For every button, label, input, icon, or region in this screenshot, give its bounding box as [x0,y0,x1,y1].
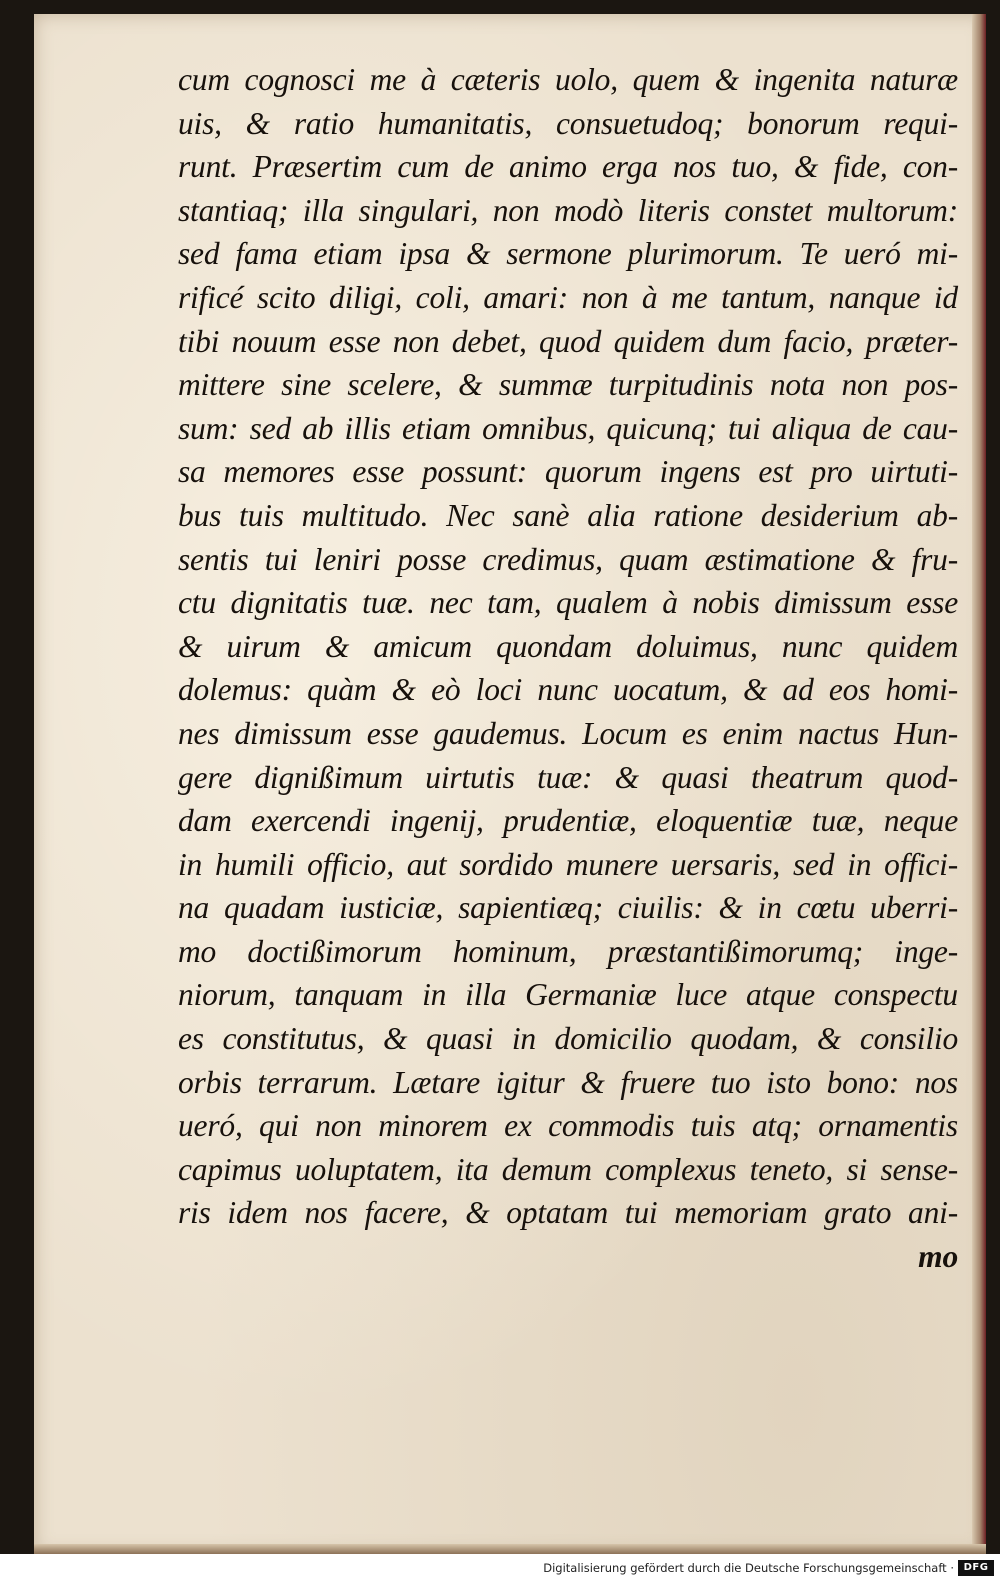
catchword: mo [918,1239,958,1275]
text-line: niorum, tanquam in illa Germaniæ luce atque conspectu [178,977,958,1013]
text-line: dam exercendi ingenij, prudentiæ, eloquentiæ tuæ, neque [178,803,958,839]
text-line: es constitutus, & quasi in domicilio quodam, & consilio [178,1021,958,1057]
funding-credit: Digitalisierung gefördert durch die Deutsche Forschungsgemeinschaft · [543,1561,954,1575]
text-line: orbis terrarum. Lætare igitur & fruere tuo isto bono: nos [178,1064,958,1100]
text-line: cum cognosci me à cæteris uolo, quem & ingenita naturæ [178,62,958,97]
text-line: sentis tui leniri posse credimus, quam æstimatione & fru- [178,541,958,577]
digitization-footer [0,1554,1000,1581]
catchword-line [178,1235,958,1279]
text-line: na quadam iusticiæ, sapientiæq; ciuilis: & in cœtu uberri- [178,890,958,926]
text-line: capimus uoluptatem, ita demum complexus teneto, si sense- [178,1151,958,1187]
text-line: dolemus: quàm & eò loci nunc uocatum, & ad eos homi- [178,672,958,708]
text-line: uis, & ratio humanitatis, consuetudoq; bonorum requi- [178,105,958,141]
text-line: tibi nouum esse non debet, quod quidem dum facio, præter- [178,323,958,359]
text-line: stantiaq; illa singulari, non modò literis constet multorum: [178,192,958,228]
dfg-logo-label: DFG [963,1562,989,1573]
text-line: rificé scito diligi, coli, amari: non à me tantum, nanque id [178,279,958,315]
text-line: sed fama etiam ipsa & sermone plurimorum. Te ueró mi- [178,236,958,272]
text-line: sum: sed ab illis etiam omnibus, quicunq; tui aliqua de cau- [178,410,958,446]
text-line: bus tuis multitudo. Nec sanè alia ratione desiderium ab- [178,497,958,533]
binding-edge [972,14,986,1554]
text-line: ueró, qui non minorem ex commodis tuis atq; ornamentis [178,1108,958,1144]
text-line: sa memores esse possunt: quorum ingens est pro uirtuti- [178,454,958,490]
text-line: mittere sine scelere, & summæ turpitudinis nota non pos- [178,367,958,403]
text-line: gere dignißimum uirtutis tuæ: & quasi theatrum quod- [178,759,958,795]
text-line: nes dimissum esse gaudemus. Locum es enim nactus Hun- [178,715,958,751]
text-line: mo doctißimorum hominum, præstantißimorumq; inge- [178,933,958,969]
page-bottom-edge [34,1544,986,1554]
text-line: in humili officio, aut sordido munere uersaris, sed in offici- [178,846,958,882]
dfg-logo-icon [958,1560,994,1576]
text-line: ris idem nos facere, & optatam tui memoriam grato ani- [178,1195,958,1231]
latin-text-block [178,58,958,1279]
text-line: ctu dignitatis tuæ. nec tam, qualem à nobis dimissum esse [178,585,958,621]
text-line: runt. Præsertim cum de animo erga nos tuo, & fide, con- [178,149,958,185]
text-line: & uirum & amicum quondam doluimus, nunc quidem [178,628,958,664]
